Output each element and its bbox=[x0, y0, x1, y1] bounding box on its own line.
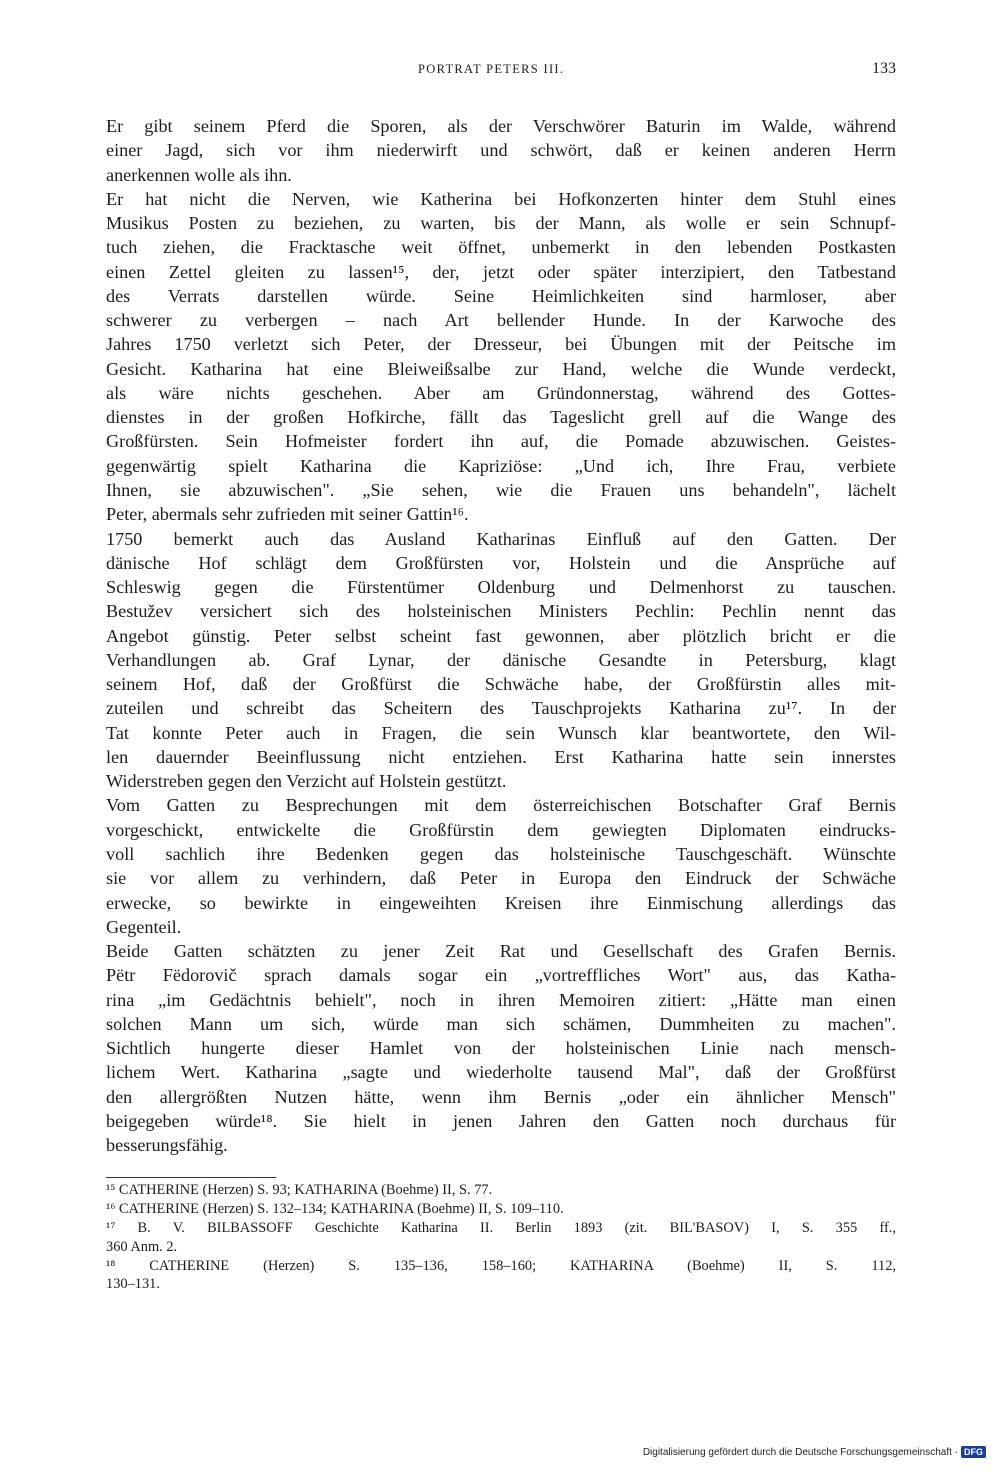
footnote-divider bbox=[106, 1177, 276, 1178]
text-line: erwecke, so bewirkte in eingeweihten Kreisen ihre Einmischung allerdings das bbox=[106, 892, 896, 913]
text-line: zuteilen und schreibt das Scheitern des Tauschprojekts Katharina zu¹⁷. In der bbox=[106, 698, 896, 719]
footnote-line: ¹⁸ CATHERINE (Herzen) S. 135–136, 158–160; KATHARINA (Boehme) II, S. 112, bbox=[106, 1257, 896, 1274]
text-line: den allergrößten Nutzen hätte, wenn ihm Bernis „oder ein ähnlicher Mensch" bbox=[106, 1086, 896, 1107]
text-line: anerkennen wolle als ihn. bbox=[106, 164, 292, 185]
footnotes bbox=[106, 1181, 896, 1294]
text-line: Sichtlich hungerte dieser Hamlet von der holsteinischen Linie nach mensch- bbox=[106, 1038, 896, 1059]
text-line: tuch ziehen, die Fracktasche weit öffnet, unbemerkt in den lebenden Postkasten bbox=[106, 237, 896, 258]
text-line: Großfürsten. Sein Hofmeister fordert ihn auf, die Pomade abzuwischen. Geistes- bbox=[106, 431, 896, 452]
text-line: voll sachlich ihre Bedenken gegen das holsteinische Tauschgeschäft. Wünschte bbox=[106, 843, 896, 864]
text-line: Pëtr Fëdorovič sprach damals sogar ein „vortreffliches Wort" aus, das Katha- bbox=[106, 965, 896, 986]
text-line: sie vor allem zu verhindern, daß Peter in Europa den Eindruck der Schwäche bbox=[106, 868, 896, 889]
page-number: 133 bbox=[872, 60, 896, 77]
text-line: Er hat nicht die Nerven, wie Katherina bei Hofkonzerten hinter dem Stuhl eines bbox=[106, 188, 896, 209]
text-line: solchen Mann um sich, würde man sich schämen, Dummheiten zu machen". bbox=[106, 1013, 896, 1034]
text-line: Verhandlungen ab. Graf Lynar, der dänische Gesandte in Petersburg, klagt bbox=[106, 649, 896, 670]
text-line: Tat konnte Peter auch in Fragen, die sein Wunsch klar beantwortete, den Wil- bbox=[106, 722, 896, 743]
text-line: Bestužev versichert sich des holsteinischen Ministers Pechlin: Pechlin nennt das bbox=[106, 601, 896, 622]
text-line: Beide Gatten schätzten zu jener Zeit Rat und Gesellschaft des Grafen Bernis. bbox=[106, 941, 896, 962]
text-line: Ihnen, sie abzuwischen". „Sie sehen, wie die Frauen uns behandeln", lächelt bbox=[106, 479, 896, 500]
footnote-line: ¹⁵ CATHERINE (Herzen) S. 93; KATHARINA (Boehme) II, S. 77. bbox=[106, 1182, 493, 1198]
text-line: Gegenteil. bbox=[106, 916, 182, 937]
text-line: gegenwärtig spielt Katharina die Kapriziöse: „Und ich, Ihre Frau, verbiete bbox=[106, 455, 896, 476]
body-text bbox=[106, 114, 896, 1157]
text-line: Musikus Posten zu beziehen, zu warten, bis der Mann, als wolle er sein Schnupf- bbox=[106, 213, 896, 234]
text-line: Widerstreben gegen den Verzicht auf Holstein gestützt. bbox=[106, 771, 507, 792]
footnote-line: ¹⁶ CATHERINE (Herzen) S. 132–134; KATHARINA (Boehme) II, S. 109–110. bbox=[106, 1200, 564, 1217]
page-header bbox=[106, 58, 896, 82]
digitization-credit bbox=[643, 1446, 986, 1458]
text-line: Schleswig gegen die Fürstentümer Oldenburg und Delmenhorst zu tauschen. bbox=[106, 577, 896, 598]
text-line: Gesicht. Katharina hat eine Bleiweißsalbe zur Hand, welche die Wunde verdeckt, bbox=[106, 358, 896, 379]
text-line: Peter, abermals sehr zufrieden mit seiner Gattin¹⁶. bbox=[106, 504, 469, 525]
text-line: Er gibt seinem Pferd die Sporen, als der Verschwörer Baturin im Walde, während bbox=[106, 116, 896, 136]
running-title: PORTRAT PETERS III. bbox=[418, 62, 565, 76]
text-line: des Verrats darstellen würde. Seine Heimlichkeiten sind harmloser, aber bbox=[106, 285, 896, 306]
text-line: seinem Hof, daß der Großfürst die Schwäche habe, der Großfürstin alles mit- bbox=[106, 674, 896, 695]
footnote-line: ¹⁷ B. V. BILBASSOFF Geschichte Katharina II. Berlin 1893 (zit. BIL'BASOV) I, S. 355 ff., bbox=[106, 1219, 896, 1236]
text-line: 1750 bemerkt auch das Ausland Katharinas Einfluß auf den Gatten. Der bbox=[106, 528, 896, 549]
footnote-line: 130–131. bbox=[106, 1276, 160, 1293]
text-line: einen Zettel gleiten zu lassen¹⁵, der, jetzt oder später interzipiert, den Tatbestand bbox=[106, 261, 896, 282]
text-line: schwerer zu verbergen – nach Art bellender Hunde. In der Karwoche des bbox=[106, 310, 896, 331]
text-line: rina „im Gedächtnis behielt", noch in ihren Memoiren zitiert: „Hätte man einen bbox=[106, 989, 896, 1010]
text-line: als wäre nichts geschehen. Aber am Gründonnerstag, während des Gottes- bbox=[106, 382, 896, 403]
text-line: vorgeschickt, entwickelte die Großfürstin dem gewiegten Diplomaten eindrucks- bbox=[106, 819, 896, 840]
text-line: Jahres 1750 verletzt sich Peter, der Dresseur, bei Übungen mit der Peitsche im bbox=[106, 334, 896, 355]
text-line: beigegeben würde¹⁸. Sie hielt in jenen Jahren den Gatten noch durchaus für bbox=[106, 1110, 896, 1131]
footnote-line: 360 Anm. 2. bbox=[106, 1238, 178, 1255]
text-line: Angebot günstig. Peter selbst scheint fast gewonnen, aber plötzlich bricht er die bbox=[106, 625, 896, 646]
text-line: einer Jagd, sich vor ihm niederwirft und schwört, daß er keinen anderen Herrn bbox=[106, 140, 896, 161]
text-line: lichem Wert. Katharina „sagte und wiederholte tausend Mal", daß der Großfürst bbox=[106, 1062, 896, 1083]
text-line: dänische Hof schlägt dem Großfürsten vor, Holstein und die Ansprüche auf bbox=[106, 552, 896, 573]
text-line: len dauernder Beeinflussung nicht entziehen. Erst Katharina hatte sein innerstes bbox=[106, 746, 896, 767]
text-line: dienstes in der großen Hofkirche, fällt das Tageslicht grell auf die Wange des bbox=[106, 407, 896, 428]
dfg-logo: DFG bbox=[961, 1446, 986, 1458]
text-line: Vom Gatten zu Besprechungen mit dem österreichischen Botschafter Graf Bernis bbox=[106, 795, 896, 816]
text-line: besserungsfähig. bbox=[106, 1135, 228, 1156]
credit-text: Digitalisierung gefördert durch die Deutsche Forschungsgemeinschaft · bbox=[642, 1446, 958, 1458]
